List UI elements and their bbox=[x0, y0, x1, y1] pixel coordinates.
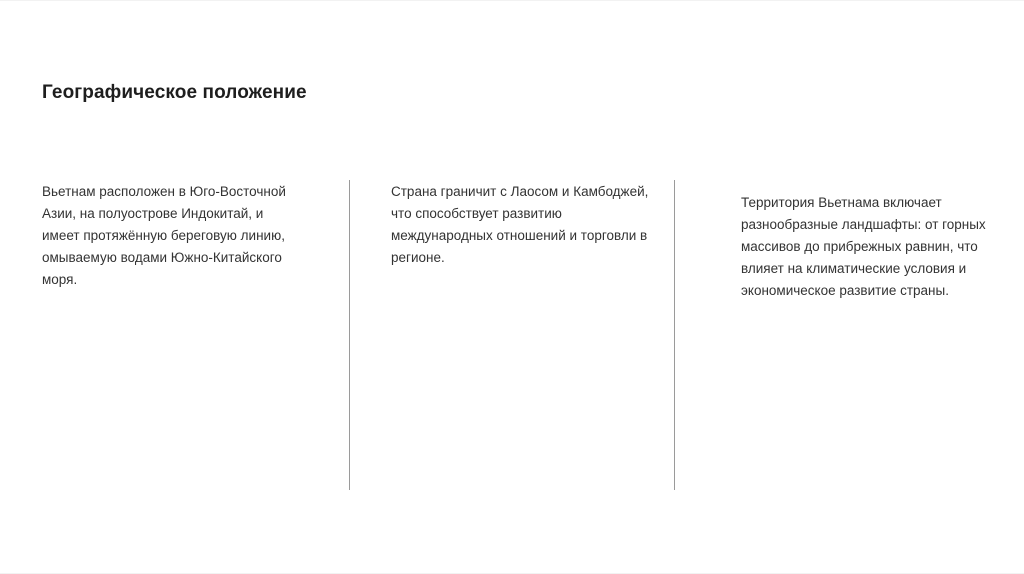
column-1-line: Вьетнам расположен в Юго-Восточной bbox=[42, 184, 286, 199]
column-2-text bbox=[391, 181, 671, 269]
column-1-line: моря. bbox=[42, 272, 78, 287]
column-1-line: имеет протяжённую береговую линию, bbox=[42, 228, 285, 243]
column-2-line: что способствует развитию bbox=[391, 206, 562, 221]
column-3-text bbox=[741, 192, 1001, 302]
column-divider-1 bbox=[349, 180, 350, 490]
column-3-line: влияет на климатические условия и bbox=[741, 261, 967, 276]
column-2-line: международных отношений и торговли в bbox=[391, 228, 648, 243]
column-3-line: массивов до прибрежных равнин, что bbox=[741, 239, 978, 254]
column-1-line: омываемую водами Южно-Китайского bbox=[42, 250, 282, 265]
column-3-line: Территория Вьетнама включает bbox=[741, 195, 942, 210]
slide-title: Географическое положение bbox=[42, 82, 307, 103]
column-divider-2 bbox=[674, 180, 675, 490]
slide-top-edge bbox=[0, 0, 1024, 1]
column-2-line: Страна граничит с Лаосом и Камбоджей, bbox=[391, 184, 649, 199]
column-3-line: экономическое развитие страны. bbox=[741, 283, 949, 298]
column-1-line: Азии, на полуострове Индокитай, и bbox=[42, 206, 264, 221]
column-1-text bbox=[42, 181, 322, 291]
column-2-line: регионе. bbox=[391, 250, 445, 265]
column-3-line: разнообразные ландшафты: от горных bbox=[741, 217, 986, 232]
